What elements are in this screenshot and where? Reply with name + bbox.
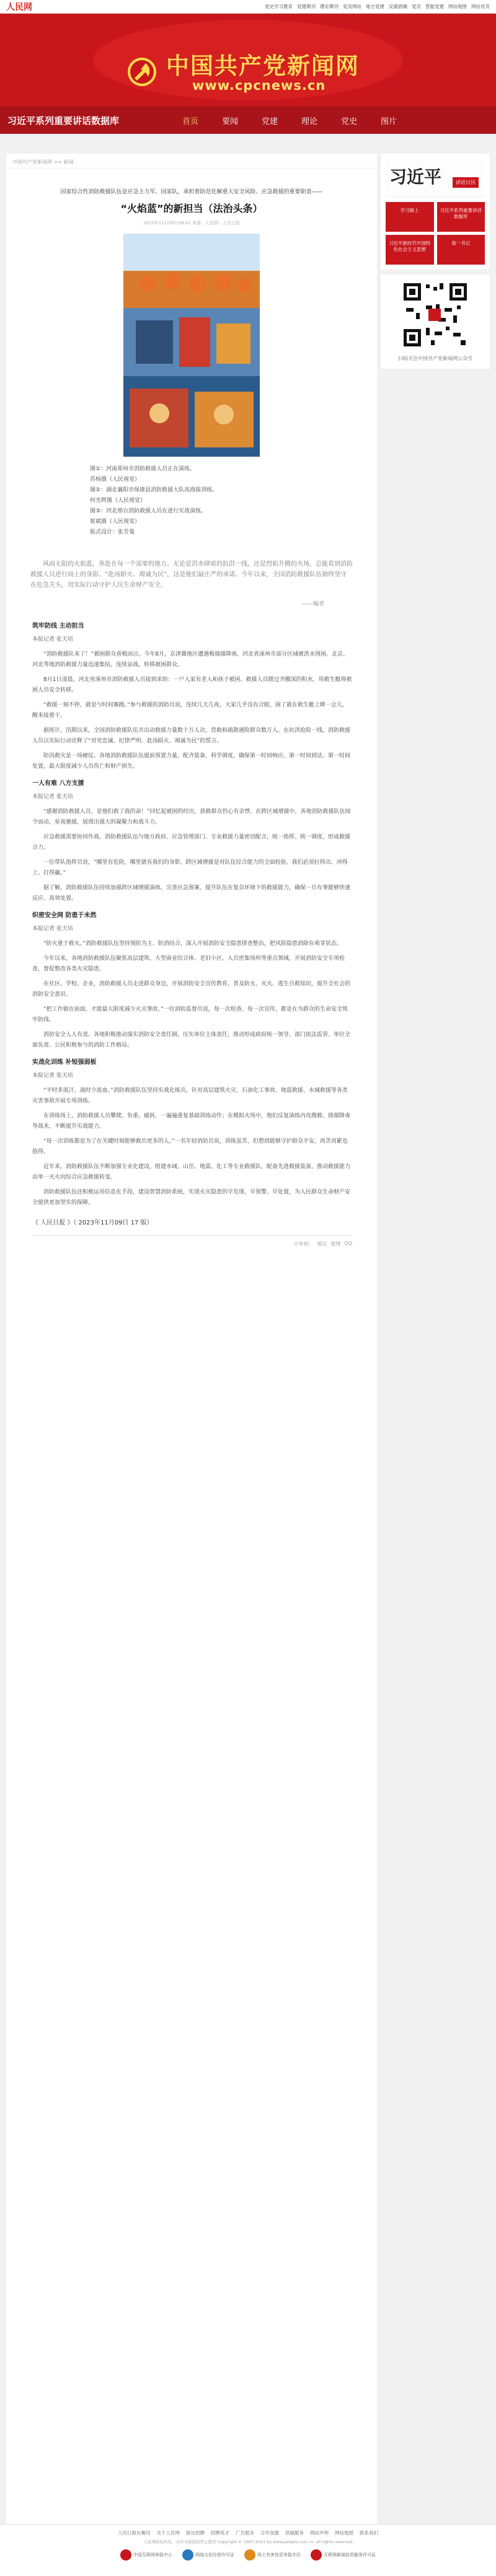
top-links bbox=[265, 3, 490, 10]
firefighter-photo-collage bbox=[123, 234, 260, 457]
report-zone-icon bbox=[244, 2549, 255, 2561]
editor-sign: ——编者 bbox=[301, 601, 324, 607]
footer-link[interactable]: 网站地图 bbox=[335, 2530, 353, 2536]
paragraph: “救援一刻不停，就是与时间赛跑。”参与救援的消防员说，连续几天几夜，大家几乎没有合眼，困了就在救生艇上眯一会儿，醒来接着干。 bbox=[32, 702, 348, 719]
footer-badge-label: 网上有害信息举报专区 bbox=[257, 2552, 301, 2557]
nav-item-photos[interactable]: 图片 bbox=[380, 116, 397, 126]
footer-link[interactable]: 网站声明 bbox=[310, 2530, 329, 2536]
paragraph: 一位带队指挥员说，“哪里有危险，哪里就有我们的身影。跨区域增援是对队伍综合能力的全面检验，我们必须拉得出、冲得上、打得赢。” bbox=[32, 859, 348, 876]
caption-line: 苏杨摄（人民视觉） bbox=[90, 477, 141, 483]
breadcrumb[interactable]: 中国共产党新闻网 >> 新闻 bbox=[6, 154, 377, 169]
footer-badge-label: 中国互联网举报中心 bbox=[133, 2552, 172, 2557]
top-bar bbox=[0, 0, 496, 14]
divider bbox=[32, 1235, 352, 1236]
footer-badge[interactable] bbox=[244, 2549, 301, 2561]
paragraph: 消防救援队伍还积极运用信息化手段，建设智慧消防系统，实现火灾隐患的早发现、早预警、早处置，为人民群众生命财产安全提供更加坚实的保障。 bbox=[32, 1189, 351, 1206]
section-reporter: 本报记者 张天培 bbox=[32, 794, 73, 800]
top-link[interactable]: 理论期刊 bbox=[320, 4, 339, 9]
footer-link[interactable]: 关于人民网 bbox=[156, 2530, 180, 2536]
sidebar-tiles bbox=[386, 202, 485, 265]
report-center-icon bbox=[120, 2549, 131, 2561]
site-banner bbox=[0, 14, 496, 107]
top-link[interactable]: 网站地图 bbox=[448, 4, 467, 9]
article-source: 《 人民日报 》（ 2023年11月09日 17 版） bbox=[32, 1220, 153, 1226]
section-heading: 一人有难 八方支援 bbox=[32, 780, 84, 787]
paragraph: 据了解，消防救援队伍持续加强跨区域增援演练，完善应急预案，提升队伍在复杂环境下的救援能力，确保一旦有事能够快速反应、高效处置。 bbox=[32, 885, 351, 902]
footer-link[interactable]: 合作加盟 bbox=[260, 2530, 279, 2536]
share-qq-button[interactable]: QQ bbox=[344, 1241, 352, 1246]
article-body bbox=[6, 621, 377, 1247]
footer-badge-label: 网络文化经营许可证 bbox=[195, 2552, 234, 2557]
article-section bbox=[32, 621, 352, 772]
footer-link[interactable]: 联系我们 bbox=[360, 2530, 378, 2536]
nav-item-news[interactable]: 要闻 bbox=[221, 116, 238, 126]
paragraph: “防火重于救火。”消防救援队伍坚持预防为主、防消结合，深入开展消防安全隐患排查整治，把风险隐患消除在萌芽状态。 bbox=[43, 941, 342, 947]
site-footer bbox=[0, 2524, 496, 2576]
footer-badge[interactable] bbox=[182, 2549, 234, 2561]
news-license-icon bbox=[311, 2549, 322, 2561]
top-link[interactable]: 党员 bbox=[412, 4, 421, 9]
section-heading: 织密安全网 防患于未然 bbox=[32, 912, 97, 919]
caption-line: 何光辉摄（人民视觉） bbox=[90, 498, 146, 504]
section-reporter: 本报记者 张天培 bbox=[32, 926, 73, 932]
top-link[interactable]: 党员网站 bbox=[343, 4, 361, 9]
footer-link[interactable]: 报社招聘 bbox=[186, 2530, 205, 2536]
nav-title[interactable]: 习近平系列重要讲话数据库 bbox=[7, 115, 120, 126]
share-wechat-button[interactable]: 微信 bbox=[317, 1241, 327, 1247]
paragraph: 消防安全人人有责。各地积极推动落实消防安全责任制，压实单位主体责任，推动形成政府统一领导、部门依法监管、单位全面负责、公民积极参与的消防工作格局。 bbox=[32, 1032, 351, 1048]
footer-badge[interactable] bbox=[311, 2549, 376, 2561]
paragraph: 据统计，汛期以来，全国消防救援队伍共出动救援力量数十万人次，营救和疏散遇险群众数万人。在抗洪抢险一线，消防救援人员以实际行动诠释了“对党忠诚、纪律严明、赴汤蹈火、竭诚为民”的誓言。 bbox=[32, 728, 351, 744]
paragraph: “把工作做在前面，才能最大限度减少火灾事故。”一位消防监督员说，每一次检查、每一次宣传，都是在为群众的生命安全筑牢防线。 bbox=[32, 1006, 348, 1023]
section-heading: 筑牢防线 主动担当 bbox=[32, 623, 84, 630]
share-bar bbox=[32, 1241, 352, 1247]
sidebar-tile[interactable]: 习近平系列重要讲话数据库 bbox=[437, 202, 485, 232]
license-icon bbox=[182, 2549, 193, 2561]
caption-line: 图①：河南郑州市消防救援人员正在演练。 bbox=[90, 466, 196, 472]
footer-link[interactable]: 广告服务 bbox=[236, 2530, 254, 2536]
sidebar-tile[interactable]: 学习路上 bbox=[386, 202, 434, 232]
footer-copyright: 人民网版权所有，未经书面授权禁止使用 Copyright © 1997-2023 by www.people.com.cn. all rights reserved bbox=[143, 2539, 353, 2544]
photo-captions bbox=[90, 464, 288, 538]
editor-note: 风雨无阻的火焰蓝，奔赴在每一个需要的地方。无论是洪水肆虐的抗洪一线，还是烈焰升腾的火场，总能看到消防救援人员逆行而上的身影。“赴汤蹈火、竭诚为民”，这是他们最庄严的承诺。今年以来，全国消防救援队伍始终坚守在危急关头，用实际行动守护人民生命财产安全。 bbox=[30, 561, 353, 589]
banner-url: www.cpcnews.cn bbox=[192, 78, 326, 93]
footer-badge-label: 互联网新闻信息服务许可证 bbox=[324, 2552, 376, 2557]
paragraph: 近年来，消防救援队伍不断加强专业化建设，组建水域、山岳、地震、化工等专业救援队，配备先进救援装备，推动救援能力由单一灭火向综合应急救援转变。 bbox=[32, 1164, 351, 1180]
paragraph: 防汛救灾是一场硬仗。各地消防救援队伍提前预置力量，配齐装备，科学调度，确保第一时间响应、第一时间到达、第一时间处置，最大限度减少人员伤亡和财产损失。 bbox=[32, 753, 351, 770]
top-link[interactable]: 党史学习教育 bbox=[265, 4, 293, 9]
qr-box bbox=[381, 275, 490, 369]
qr-code-icon bbox=[401, 281, 469, 349]
share-weibo-button[interactable]: 微博 bbox=[330, 1241, 341, 1247]
top-link[interactable]: 网站首页 bbox=[471, 4, 490, 9]
article-section bbox=[32, 1057, 352, 1208]
paragraph: “感谢消防救援人员，是他们救了我的命！”回忆起被困的经历，获救群众仍心有余悸。在跨区域增援中，各地消防救援队伍闻令而动，星夜驰援，展现出强大的凝聚力和战斗力。 bbox=[32, 809, 351, 825]
paragraph: 今年以来，各地消防救援队伍聚焦高层建筑、大型商业综合体、老旧小区、人员密集场所等重点领域，开展消防安全专项检查，督促整改各类火灾隐患。 bbox=[32, 956, 345, 972]
speech-calendar-brand: 习近平 bbox=[389, 167, 442, 187]
paragraph: “消防救援队来了！”被困群众喜极而泣。今年8月，京津冀地区遭遇极端强降雨，河北省涿州市部分区域被洪水围困。北京、河北等地消防救援力量迅速集结，连续奋战，转移被困群众。 bbox=[32, 651, 349, 668]
paragraph: 在训练场上，消防救援人员攀爬、负重、破拆，一遍遍重复基础训练动作；在模拟火场中，他们反复演练内攻搜救、排烟降毒等战术，不断提升实战能力。 bbox=[32, 1113, 351, 1130]
section-reporter: 本报记者 张天培 bbox=[32, 1073, 73, 1079]
top-link[interactable]: 党建期刊 bbox=[297, 4, 316, 9]
footer-link[interactable]: 人民日报社概况 bbox=[118, 2530, 151, 2536]
caption-line: 崔斌摄（人民视觉） bbox=[90, 519, 141, 525]
caption-line: 版式设计：张芳曼 bbox=[90, 529, 135, 535]
sidebar-tile[interactable]: 第一书记 bbox=[437, 235, 485, 265]
article-photo bbox=[123, 234, 260, 457]
caption-line: 图②：湖北襄阳市保康县消防救援大队高海拔训练。 bbox=[90, 487, 218, 493]
sidebar-tile[interactable]: 习近平新时代中国特色社会主义思想 bbox=[386, 235, 434, 265]
footer-links bbox=[0, 2525, 496, 2536]
article-container bbox=[6, 154, 377, 2524]
section-reporter: 本报记者 张天培 bbox=[32, 636, 73, 643]
section-heading: 实战化训练 补短强弱板 bbox=[32, 1059, 97, 1066]
main-nav bbox=[0, 107, 496, 134]
nav-item-home[interactable]: 首页 bbox=[182, 116, 198, 126]
qr-caption: 扫码关注中国共产党新闻网公众号 bbox=[398, 356, 472, 361]
article-info: 2023年11月09日08:41 来源：人民网－人民日报 bbox=[143, 221, 241, 226]
nav-item-theory[interactable]: 理论 bbox=[301, 116, 317, 126]
party-emblem-icon bbox=[127, 57, 157, 87]
article-overtitle: 国家综合性消防救援队伍是应急主力军、国家队，承担着防范化解重大安全风险、应急救援的重要职责—— bbox=[60, 189, 323, 195]
banner-title: 中国共产党新闻网 bbox=[166, 52, 360, 79]
people-logo[interactable]: 人民网 bbox=[6, 2, 32, 12]
paragraph: 在社区、学校、企业，消防救援人员走进群众身边，开展消防安全宣传教育，普及防火、灭火、逃生自救知识，提升全社会的消防安全意识。 bbox=[32, 981, 351, 998]
sidebar bbox=[381, 154, 490, 369]
top-link[interactable]: 智能党建 bbox=[425, 4, 444, 9]
speech-calendar-sub: 讲话日历 bbox=[453, 177, 479, 188]
nav-item-party[interactable]: 党建 bbox=[261, 116, 278, 126]
share-label: 分享到： bbox=[293, 1241, 314, 1247]
footer-link[interactable]: 招聘英才 bbox=[211, 2530, 229, 2536]
article-section bbox=[32, 910, 352, 1051]
footer-badges bbox=[0, 2549, 496, 2561]
paragraph: 8月1日凌晨，河北省涿州市消防救援人员接到求助：一户人家有老人和孩子被困。救援人员蹚过齐腰深的积水，用救生艇将被困人员安全转移。 bbox=[32, 677, 352, 693]
footer-link[interactable]: 供稿服务 bbox=[285, 2530, 304, 2536]
paragraph: “每一次训练都是为了在关键时刻能够救出更多的人。”一名年轻消防员说，训练虽苦，但想到能够守护群众平安，再苦再累也值得。 bbox=[32, 1138, 348, 1155]
top-link[interactable]: 反腐倡廉 bbox=[389, 4, 407, 9]
footer-badge[interactable] bbox=[120, 2549, 172, 2561]
speech-calendar-card bbox=[381, 154, 490, 270]
speech-calendar-header[interactable] bbox=[386, 159, 485, 197]
article-title: “火焰蓝”的新担当（法治头条） bbox=[120, 203, 263, 214]
caption-line: 图③：河北邢台消防救援人员在进行实战演练。 bbox=[90, 508, 207, 514]
paragraph: “平时多流汗，战时少流血。”消防救援队伍坚持实战化练兵，针对高层建筑火灾、石油化工事故、地震救援、水域救援等各类灾害事故开展专项训练。 bbox=[32, 1088, 348, 1104]
article-section bbox=[32, 778, 352, 904]
nav-item-history[interactable]: 党史 bbox=[340, 116, 357, 126]
paragraph: 应急救援需要协同作战。消防救援队伍与地方政府、应急管理部门、专业救援力量密切配合，统一指挥、统一调度，形成救援合力。 bbox=[32, 834, 351, 851]
top-link[interactable]: 地方党建 bbox=[366, 4, 384, 9]
